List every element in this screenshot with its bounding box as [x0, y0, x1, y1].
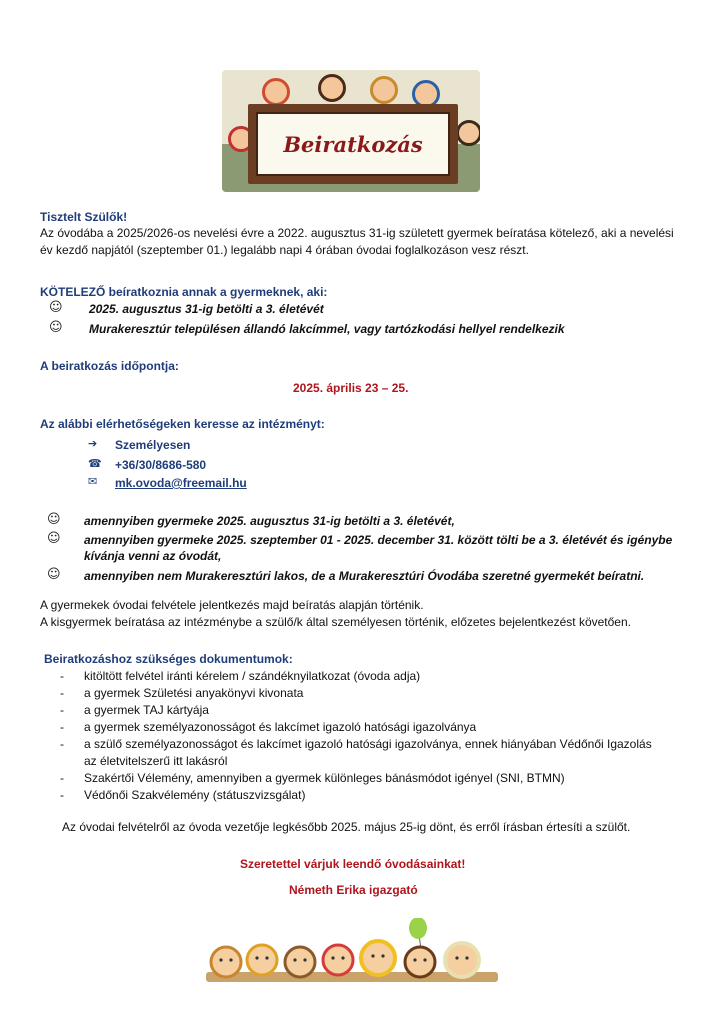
list-item: - Védőnői Szakvélemény (státuszvizsgálat)	[40, 787, 680, 804]
footer-children-illustration	[200, 918, 505, 990]
admission-line-2: A kisgyermek beíratása az intézménybe a szülő/k által személyesen történik, előzetes bejelentkezést követően.	[40, 615, 631, 629]
phone-icon: ☎	[88, 457, 102, 470]
mail-icon: ✉	[88, 475, 98, 488]
signature: Németh Erika igazgató	[289, 883, 418, 897]
smile-icon: ☺	[47, 567, 61, 582]
dates-value: 2025. április 23 – 25.	[293, 381, 409, 395]
admission-line-1: A gyermekek óvodai felvétele jelentkezés majd beíratás alapján történik.	[40, 598, 424, 612]
smile-icon: ☺	[49, 300, 63, 315]
contact-heading: Az alábbi elérhetőségeken keresse az intézményt:	[40, 417, 325, 431]
documents-list	[40, 668, 680, 804]
smile-icon: ☺	[47, 531, 61, 546]
list-item: - kitöltött felvétel iránti kérelem / szándéknyilatkozat (óvoda adja)	[40, 668, 680, 685]
condition-item: amennyiben gyermeke 2025. szeptember 01 - 2025. december 31. között tölti be a 3. életévét és igénybe	[84, 533, 673, 547]
list-item: - a gyermek TAJ kártyája	[40, 702, 680, 719]
dates-heading: A beiratkozás időpontja:	[40, 359, 179, 373]
condition-item-continued: kívánja venni az óvodát,	[84, 549, 222, 563]
condition-item: amennyiben gyermeke 2025. augusztus 31-ig betölti a 3. életévét,	[84, 514, 455, 528]
documents-heading: Beiratkozáshoz szükséges dokumentumok:	[44, 652, 293, 666]
condition-item: amennyiben nem Murakeresztúri lakos, de a Murakeresztúri Óvodába szeretné gyermekét beíratni.	[84, 569, 645, 583]
contact-in-person: Személyesen	[115, 438, 191, 452]
closing-text: Szeretettel várjuk leendő óvodásainkat!	[240, 857, 466, 871]
mandatory-item: Murakeresztúr településen állandó lakcímmel, vagy tartózkodási hellyel rendelkezik	[89, 322, 565, 336]
smile-icon: ☺	[49, 320, 63, 335]
header-banner-illustration	[222, 70, 480, 192]
contact-email-link[interactable]: mk.ovoda@freemail.hu	[115, 476, 247, 490]
decision-text: Az óvodai felvételről az óvoda vezetője legkésőbb 2025. május 25-ig dönt, és erről írásban értesíti a szülőt.	[62, 820, 631, 834]
banner-title: Beiratkozás	[283, 131, 423, 157]
list-item	[40, 736, 680, 770]
mandatory-heading: KÖTELEZŐ beíratkoznia annak a gyermeknek, aki:	[40, 285, 328, 299]
list-item: - Szakértői Vélemény, amennyiben a gyermek különleges bánásmódot igényel (SNI, BTMN)	[40, 770, 680, 787]
intro-line-2: év kezdő napjától (szeptember 01.) legalább napi 4 órában óvodai foglalkozáson vesz részt.	[40, 243, 529, 257]
list-item: - a gyermek személyazonosságot és lakcímet igazoló hatósági igazolványa	[40, 719, 680, 736]
smile-icon: ☺	[47, 512, 61, 527]
list-item-continued: az életvitelszerű itt lakásról	[84, 754, 228, 768]
arrow-icon: ➔	[88, 437, 98, 450]
contact-phone: +36/30/8686-580	[115, 458, 207, 472]
banner-sign	[248, 104, 458, 184]
mandatory-item: 2025. augusztus 31-ig betölti a 3. életévét	[89, 302, 324, 316]
list-item-text: a szülő személyazonosságot és lakcímet igazoló hatósági igazolványa, ennek hiányában Védőnői Igazolás	[84, 737, 652, 751]
list-item: - a gyermek Születési anyakönyvi kivonata	[40, 685, 680, 702]
greeting: Tisztelt Szülők!	[40, 210, 128, 224]
intro-line-1: Az óvodába a 2025/2026-os nevelési évre a 2022. augusztus 31-ig született gyermek beíratása kötelező, aki a nevelési	[40, 226, 674, 240]
